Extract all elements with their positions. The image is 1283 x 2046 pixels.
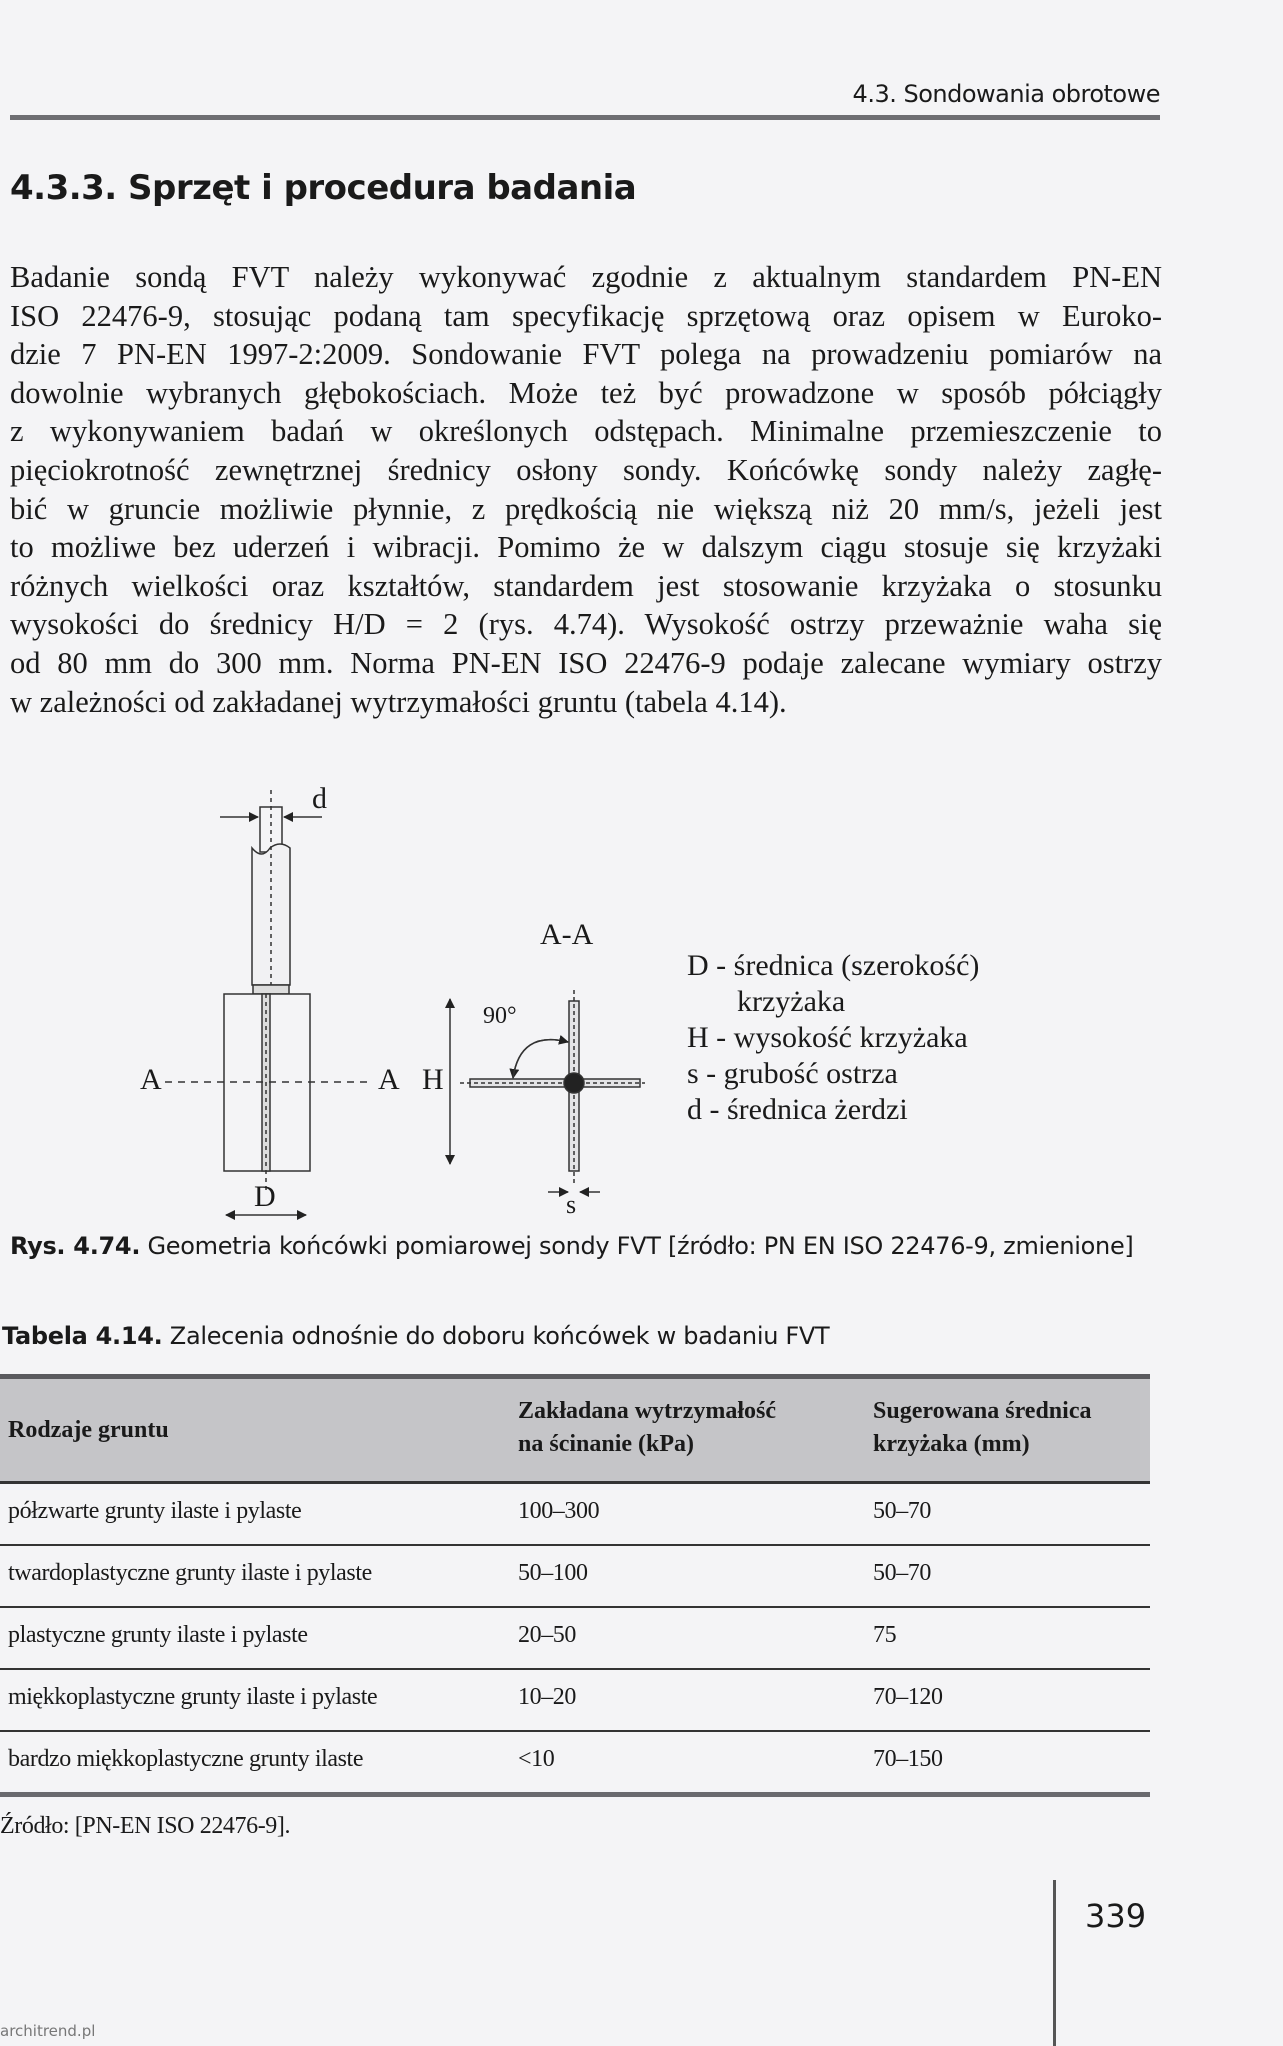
table-row — [0, 1484, 1150, 1546]
cell-strength: 50–100 — [518, 1560, 588, 1586]
table-row — [0, 1670, 1150, 1732]
label-d: d — [312, 782, 327, 815]
cell-strength: 100–300 — [518, 1498, 600, 1524]
page-number-rule — [1053, 1880, 1056, 2046]
vane-diagram-svg — [100, 760, 1100, 1220]
header-rule — [10, 115, 1160, 120]
label-A-left: A — [140, 1063, 162, 1096]
table-row — [0, 1732, 1150, 1797]
label-H: H — [422, 1063, 444, 1096]
body-line: różnych wielkości oraz kształtów, standardem jest stosowanie krzyżaka o stosunku — [10, 568, 1162, 603]
body-line: ISO 22476-9, stosując podaną tam specyfikację sprzętową oraz opisem w Euroko- — [10, 298, 1162, 333]
cell-diameter: 70–120 — [873, 1684, 943, 1710]
label-A-right: A — [378, 1063, 400, 1096]
section-title: 4.3.3. Sprzęt i procedura badania — [10, 168, 637, 208]
body-paragraph — [10, 258, 1162, 721]
cell-strength: 10–20 — [518, 1684, 577, 1710]
legend-s: s - grubość ostrza — [687, 1057, 898, 1090]
watermark: architrend.pl — [0, 2022, 96, 2040]
body-line: Badanie sondą FVT należy wykonywać zgodnie z aktualnym standardem PN-EN — [10, 260, 1162, 294]
cell-diameter: 50–70 — [873, 1498, 932, 1524]
body-line: pięciokrotność zewnętrznej średnicy osłony sondy. Końcówkę sondy należy zagłę- — [10, 452, 1162, 487]
table-row — [0, 1546, 1150, 1608]
label-angle-90: 90° — [483, 1003, 517, 1029]
label-s: s — [566, 1190, 577, 1219]
header-vane-diameter — [873, 1395, 1091, 1461]
header-vane-diameter-line2: krzyżaka (mm) — [873, 1431, 1030, 1457]
header-vane-diameter-line1: Sugerowana średnica — [873, 1398, 1092, 1424]
legend-D-cont: krzyżaka — [737, 985, 846, 1018]
table-row — [0, 1608, 1150, 1670]
legend-d: d - średnica żerdzi — [687, 1093, 908, 1126]
cell-soil: bardzo miękkoplastyczne grunty ilaste — [8, 1746, 364, 1772]
header-shear-strength-line2: na ścinanie (kPa) — [518, 1431, 695, 1457]
table-caption — [2, 1322, 829, 1350]
cell-strength: 20–50 — [518, 1622, 577, 1648]
cell-soil: półzwarte grunty ilaste i pylaste — [8, 1498, 302, 1524]
soil-vane-table — [0, 1374, 1150, 1797]
cell-soil: miękkoplastyczne grunty ilaste i pylaste — [8, 1684, 378, 1710]
body-line: dowolnie wybranych głębokościach. Może też być prowadzone w sposób półciągły — [10, 375, 1162, 410]
label-D: D — [254, 1180, 276, 1213]
header-shear-strength — [518, 1395, 776, 1461]
table-caption-label: Tabela 4.14. — [2, 1322, 163, 1350]
running-head: 4.3. Sondowania obrotowe — [852, 80, 1160, 108]
body-line: to możliwe bez uderzeń i wibracji. Pomimo że w dalszym ciągu stosuje się krzyżaki — [10, 530, 1162, 565]
table-header — [0, 1374, 1150, 1484]
cell-diameter: 75 — [873, 1622, 897, 1648]
body-line: od 80 mm do 300 mm. Norma PN-EN ISO 22476-9 podaje zalecane wymiary ostrzy — [10, 645, 1162, 680]
body-line: z wykonywaniem badań w określonych odstępach. Minimalne przemieszczenie to — [10, 414, 1162, 449]
legend-H: H - wysokość krzyżaka — [687, 1021, 968, 1054]
cell-diameter: 70–150 — [873, 1746, 943, 1772]
figure-fvt-vane-geometry — [100, 760, 1100, 1220]
page-number: 339 — [1085, 1897, 1147, 1935]
body-line: w zależności od zakładanej wytrzymałości gruntu (tabela 4.14). — [10, 684, 787, 719]
body-line: bić w gruncie możliwie płynnie, z prędkością nie większą niż 20 mm/s, jeżeli jest — [10, 491, 1162, 526]
label-section-A-A: A-A — [540, 918, 594, 951]
figure-caption — [10, 1232, 1133, 1260]
table-source: Źródło: [PN-EN ISO 22476-9]. — [0, 1813, 291, 1839]
table-caption-text: Zalecenia odnośnie do doboru końcówek w badaniu FVT — [169, 1322, 830, 1350]
legend-D: D - średnica (szerokość) — [687, 949, 980, 982]
header-shear-strength-line1: Zakładana wytrzymałość — [518, 1398, 776, 1424]
body-line: dzie 7 PN-EN 1997-2:2009. Sondowanie FVT polega na prowadzeniu pomiarów na — [10, 337, 1162, 372]
cell-strength: <10 — [518, 1746, 555, 1772]
cell-soil: plastyczne grunty ilaste i pylaste — [8, 1622, 308, 1648]
header-soil-type: Rodzaje gruntu — [8, 1417, 169, 1443]
cell-diameter: 50–70 — [873, 1560, 932, 1586]
cell-soil: twardoplastyczne grunty ilaste i pylaste — [8, 1560, 372, 1586]
figure-caption-text: Geometria końcówki pomiarowej sondy FVT [źródło: PN EN ISO 22476-9, zmienione] — [147, 1232, 1134, 1260]
body-line: wysokości do średnicy H/D = 2 (rys. 4.74). Wysokość ostrzy przeważnie waha się — [10, 607, 1162, 642]
figure-caption-label: Rys. 4.74. — [10, 1232, 141, 1260]
